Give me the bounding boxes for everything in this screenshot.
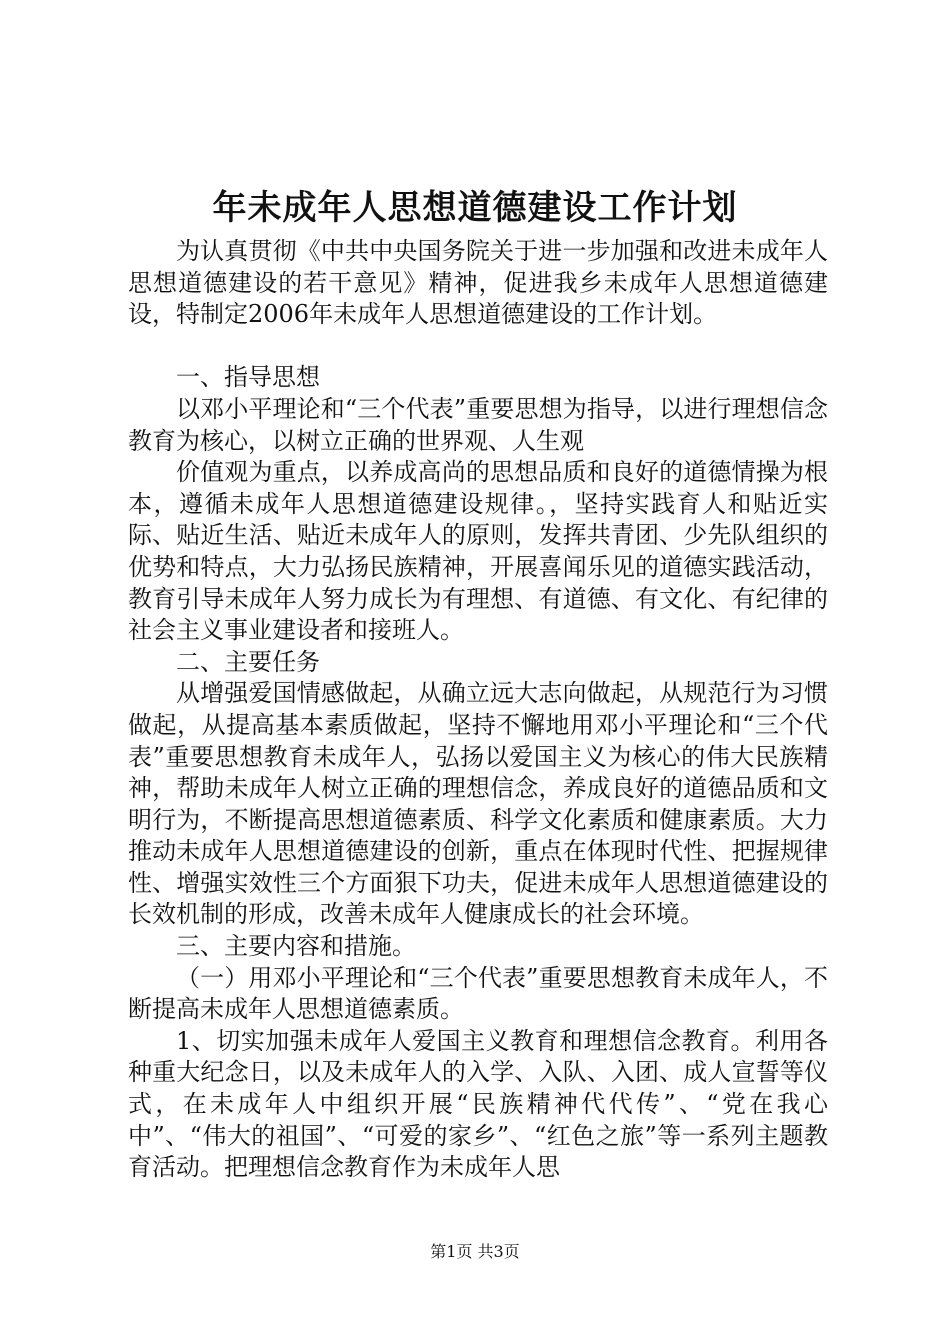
- section-heading-main-tasks: 二、主要任务: [176, 647, 320, 676]
- body-paragraph: 从增强爱国情感做起，从确立远大志向做起，从规范行为习惯做起，从提高基本素质做起，坚持不懈地用邓小平理论和“三个代表”重要思想教育未成年人，弘扬以爱国主义为核心的伟大民族精神，帮助未成年人树立正确的理想信念，养成良好的道德品质和文明行为，不断提高思想道德素质、科学文化素质和健康素质。大力推动未成年人思想道德建设的创新，重点在体现时代性、把握规律性、增强实效性三个方面狠下功夫，促进未成年人思想道德建设的长效机制的形成，改善未成年人健康成长的社会环境。: [128, 679, 828, 929]
- section-heading-content-measures: 三、主要内容和措施。: [176, 932, 416, 961]
- page-number-footer: 第1页 共3页: [430, 1242, 520, 1261]
- body-paragraph: 1、切实加强未成年人爱国主义教育和理想信念教育。利用各种重大纪念日，以及未成年人的入学、入队、入团、成人宣誓等仪式，在未成年人中组织开展“民族精神代代传”、“党在我心中”、“伟大的祖国”、“可爱的家乡”、“红色之旅”等一系列主题教育活动。把理想信念教育作为未成年人思: [128, 1026, 828, 1182]
- body-paragraph: 以邓小平理论和“三个代表”重要思想为指导，以进行理想信念教育为核心，以树立正确的世界观、人生观: [128, 394, 828, 455]
- intro-paragraph: 为认真贯彻《中共中央国务院关于进一步加强和改进未成年人思想道德建设的若干意见》精神，促进我乡未成年人思想道德建设，特制定2006年未成年人思想道德建设的工作计划。: [128, 237, 828, 329]
- body-paragraph: 价值观为重点，以养成高尚的思想品质和良好的道德情操为根本，遵循未成年人思想道德建设规律。，坚持实践育人和贴近实际、贴近生活、贴近未成年人的原则，发挥共青团、少先队组织的优势和特点，大力弘扬民族精神，开展喜闻乐见的道德实践活动，教育引导未成年人努力成长为有理想、有道德、有文化、有纪律的社会主义事业建设者和接班人。: [128, 458, 828, 645]
- document-title: 年未成年人思想道德建设工作计划: [212, 188, 738, 228]
- document-body: [128, 236, 828, 1184]
- subsection-heading: （一）用邓小平理论和“三个代表”重要思想教育未成年人，不断提高未成年人思想道德素质。: [128, 963, 828, 1024]
- section-heading-guiding-ideology: 一、指导思想: [176, 363, 320, 392]
